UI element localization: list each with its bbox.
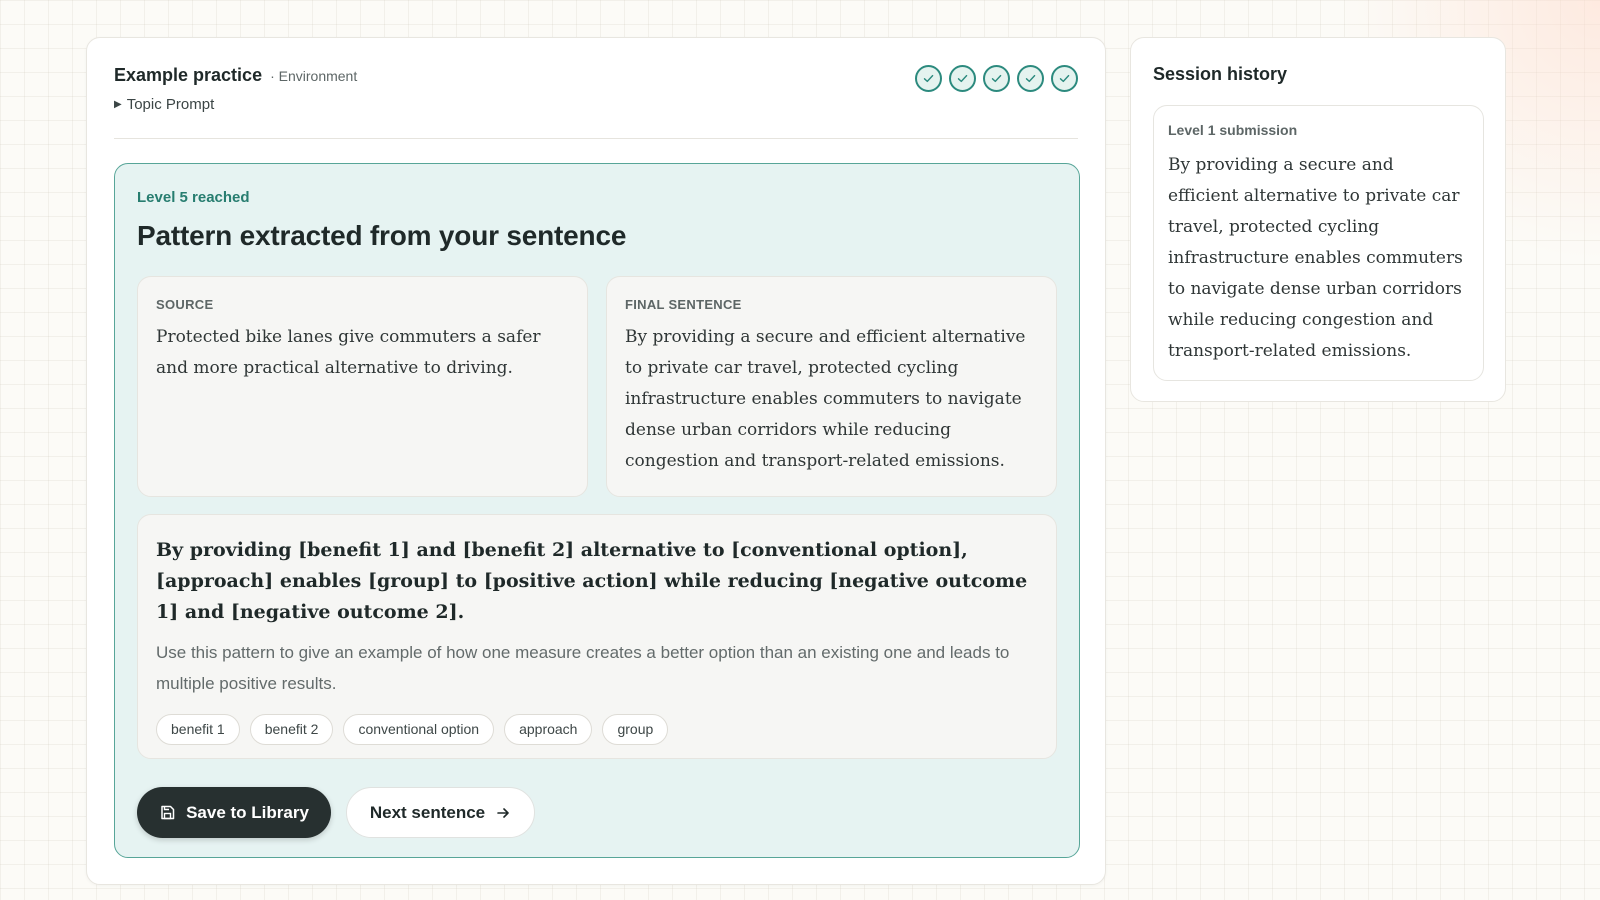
history-item[interactable] <box>1153 105 1484 381</box>
arrow-right-icon <box>495 805 511 821</box>
save-icon <box>159 804 176 821</box>
history-item-label: Level 1 submission <box>1168 122 1298 138</box>
level-result-panel <box>114 163 1080 858</box>
level-4-complete-indicator <box>1017 65 1044 92</box>
check-icon <box>1024 72 1037 85</box>
pattern-tag: group <box>602 714 668 745</box>
session-history-panel <box>1130 37 1506 402</box>
practice-header <box>114 65 1078 139</box>
next-sentence-label: Next sentence <box>369 802 486 822</box>
level-2-complete-indicator <box>949 65 976 92</box>
level-3-complete-indicator <box>983 65 1010 92</box>
save-to-library-label: Save to Library <box>186 802 309 822</box>
final-sentence: By providing a secure and efficient alternative to private car travel, protected cycling infrastructure enables commuters to navigate dense urban corridors while reducing congestion and transport-related emissions. <box>625 327 1026 471</box>
practice-category: · Environment <box>270 68 358 84</box>
pattern-tag: approach <box>504 714 592 745</box>
source-label: SOURCE <box>156 297 214 312</box>
source-sentence: Protected bike lanes give commuters a safer and more practical alternative to driving. <box>156 327 541 378</box>
topic-prompt-label: Topic Prompt <box>126 96 215 113</box>
practice-title: Example practice <box>114 65 263 85</box>
pattern-tag: benefit 1 <box>156 714 240 745</box>
pattern-tag: benefit 2 <box>250 714 334 745</box>
triangle-right-icon: ▶ <box>114 99 122 110</box>
level-progress <box>915 65 1078 92</box>
source-card <box>137 276 588 497</box>
level-5-complete-indicator <box>1051 65 1078 92</box>
history-item-text: By providing a secure and efficient alternative to private car travel, protected cycling infrastructure enables commuters to navigate dense urban corridors while reducing congestion and transport-related emissions. <box>1168 155 1463 361</box>
pattern-template: By providing [benefit 1] and [benefit 2] alternative to [conventional option], [approach] enables [group] to [positive action] while reducing [negative outcome 1] and [negative outcome 2]. <box>156 539 1028 623</box>
pattern-description: Use this pattern to give an example of how one measure creates a better option than an existing one and leads to multiple positive results. <box>156 643 1010 693</box>
check-icon <box>1058 72 1071 85</box>
final-sentence-label: FINAL SENTENCE <box>625 297 742 312</box>
pattern-card <box>137 514 1057 759</box>
level-reached-label: Level 5 reached <box>137 189 250 206</box>
pattern-tags <box>156 714 1038 745</box>
pattern-heading: Pattern extracted from your sentence <box>137 220 627 251</box>
check-icon <box>990 72 1003 85</box>
final-sentence-card <box>606 276 1057 497</box>
check-icon <box>922 72 935 85</box>
level-1-complete-indicator <box>915 65 942 92</box>
pattern-tag: conventional option <box>343 714 494 745</box>
next-sentence-button[interactable] <box>346 787 535 838</box>
session-history-title: Session history <box>1153 64 1288 84</box>
save-to-library-button[interactable] <box>137 787 331 838</box>
topic-prompt-toggle[interactable] <box>114 96 214 113</box>
check-icon <box>956 72 969 85</box>
practice-card <box>86 37 1106 885</box>
